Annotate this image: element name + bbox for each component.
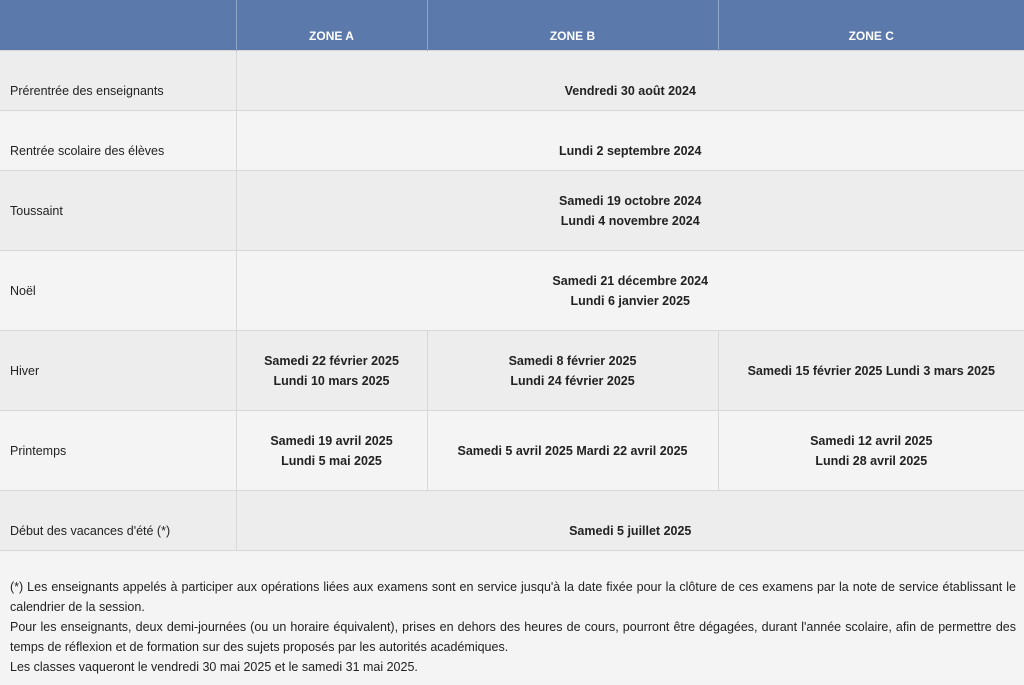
footnotes	[10, 577, 1016, 677]
date-cell-zone-c	[718, 411, 1024, 491]
footnote-closure: Les classes vaqueront le vendredi 30 mai 2025 et le samedi 31 mai 2025.	[10, 660, 418, 674]
date-start: Samedi 8 février 2025	[508, 353, 637, 368]
date-cell-all-zones	[236, 171, 1024, 251]
header-empty	[0, 0, 236, 51]
header-zone-c: ZONE C	[718, 0, 1024, 51]
date-cell-all-zones: Vendredi 30 août 2024	[236, 51, 1024, 111]
header-zone-a: ZONE A	[236, 0, 427, 51]
date-end: Lundi 4 novembre 2024	[560, 213, 700, 228]
date-cell-all-zones: Samedi 5 juillet 2025	[236, 491, 1024, 551]
table-row	[0, 331, 1024, 411]
date-range: Samedi 5 avril 2025 Mardi 22 avril 2025	[457, 443, 688, 458]
date-cell-all-zones	[236, 251, 1024, 331]
date-cell-zone-c	[718, 331, 1024, 411]
row-label: Hiver	[0, 331, 236, 411]
date-start: Samedi 12 avril 2025	[810, 433, 933, 448]
footnote-exams: (*) Les enseignants appelés à participer aux opérations liées aux examens sont en service jusqu'à la date fixée pour la clôture de ces examens par la note de service établissant le calendrier de la session.	[10, 580, 1016, 614]
date-start: Samedi 21 décembre 2024	[552, 273, 709, 288]
date-cell-all-zones: Lundi 2 septembre 2024	[236, 111, 1024, 171]
date-start: Samedi 19 avril 2025	[270, 433, 393, 448]
date-cell-zone-b	[427, 331, 718, 411]
table-row	[0, 411, 1024, 491]
table-row	[0, 51, 1024, 111]
date-start: Samedi 19 octobre 2024	[559, 193, 702, 208]
row-label: Noël	[0, 251, 236, 331]
header-zone-b: ZONE B	[427, 0, 718, 51]
date-end: Lundi 6 janvier 2025	[570, 293, 690, 308]
row-label: Prérentrée des enseignants	[0, 51, 236, 111]
table-row	[0, 111, 1024, 171]
date-end: Lundi 5 mai 2025	[281, 453, 382, 468]
date-start: Samedi 22 février 2025	[264, 353, 399, 368]
date-end: Lundi 28 avril 2025	[815, 453, 928, 468]
row-label: Début des vacances d'été (*)	[0, 491, 236, 551]
row-label: Printemps	[0, 411, 236, 491]
date-range: Samedi 15 février 2025 Lundi 3 mars 2025	[747, 363, 995, 378]
row-label: Rentrée scolaire des élèves	[0, 111, 236, 171]
date-cell-zone-a	[236, 411, 427, 491]
date-cell-zone-a	[236, 331, 427, 411]
table-row	[0, 171, 1024, 251]
table-row	[0, 251, 1024, 331]
row-label: Toussaint	[0, 171, 236, 251]
table-header-row	[0, 0, 1024, 51]
date-cell-zone-b	[427, 411, 718, 491]
date-end: Lundi 10 mars 2025	[273, 373, 390, 388]
footnote-training: Pour les enseignants, deux demi-journées (ou un horaire équivalent), prises en dehors des heures de cours, pourront être dégagées, durant l'année scolaire, afin de permettre des temps de réflexion et de formation sur des sujets proposés par les autorités académiques.	[10, 620, 1016, 654]
table-row	[0, 491, 1024, 551]
date-end: Lundi 24 février 2025	[510, 373, 635, 388]
